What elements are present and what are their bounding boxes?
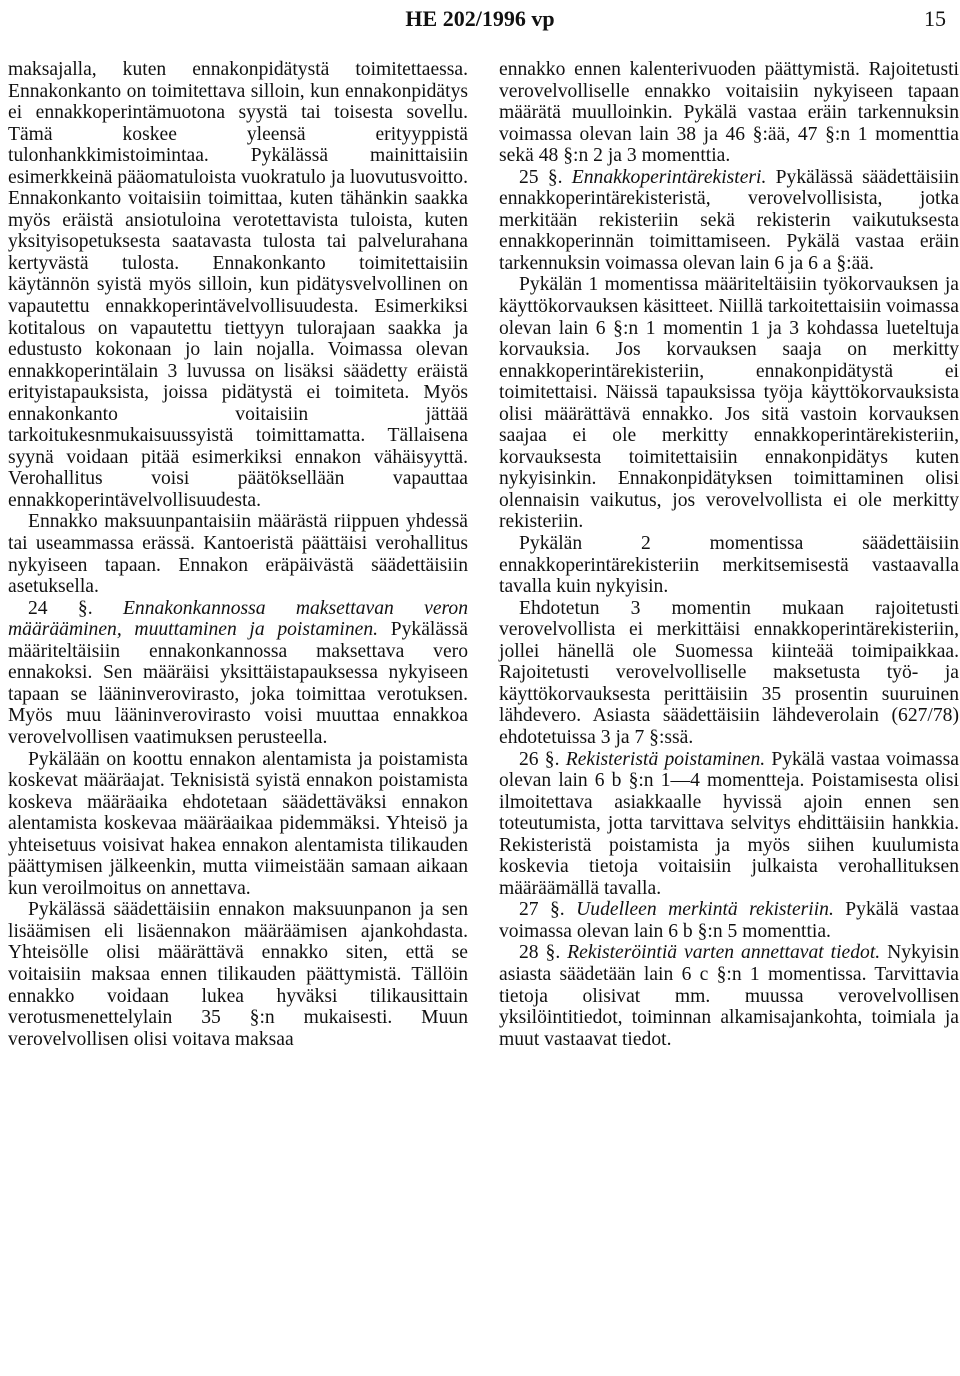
right-column xyxy=(499,59,959,1050)
section-title: Ennakkoperintärekisteri. xyxy=(571,166,767,188)
section-text: Pykälä vastaa voimassa olevan lain 6 b §:n 5 momenttia. xyxy=(499,899,959,942)
section-24 xyxy=(8,598,468,749)
page-header xyxy=(0,0,960,40)
section-25 xyxy=(499,167,959,275)
left-column xyxy=(8,59,468,1050)
section-number: 28 §. xyxy=(519,942,561,964)
section-28 xyxy=(499,942,959,1050)
section-text: Pykälässä säädettäisiin ennakkoperintärekisteristä, verovelvollisista, jotka merkitään rekisteriin sekä rekisterin vaikutuksesta ennakkoperinnän toimittamiseen. Pykälä vastaa eräin tarkennuksin voimassa olevan lain 6 ja 6 a §:ää. xyxy=(499,166,959,274)
paragraph: ennakko ennen kalenterivuoden päättymistä. Rajoitetusti verovelvolliselle ennakko voitaisiin nykyiseen tapaan määrätä muulloinkin. Pykälä vastaa eräin tarkennuksin voimassa olevan lain 38 ja 46 §:ää, 47 §:n 1 momenttia sekä 48 §:n 2 ja 3 momenttia. xyxy=(499,59,959,167)
paragraph: Ennakko maksuunpantaisiin määrästä riippuen yhdessä tai useammassa erässä. Kantoeristä päättäisi verohallitus nykyiseen tapaan. Ennakon eräpäivästä säädettäisiin asetuksella. xyxy=(8,511,468,598)
paragraph: Ehdotetun 3 momentin mukaan rajoitetusti verovelvollista ei merkittäisi ennakkoperintärekisteriin, jollei hänellä ole Suomessa kiinteää toimipaikkaa. Rajoitetusti verovelvolliselle maksetusta työ- ja käyttökorvauksesta perittäisiin 35 prosentin suuruinen lähdevero. Asiasta säädettäisiin lähdeverolain (627/78) ehdotetuissa 3 ja 7 §:ssä. xyxy=(499,597,959,748)
document-identifier: HE 202/1996 vp xyxy=(405,6,555,31)
section-text: Pykälässä määriteltäisiin ennakonkannossa maksettava vero ennakoksi. Sen määräisi yksittäistapauksessa nykyiseen tapaan se lääninverovirasto, joka toimittaa verotuksen. Myös muu lääninverovirasto voisi muuttaa ennakkoa verovelvollisen vaatimuksen perusteella. xyxy=(8,619,468,748)
section-title: Uudelleen merkintä rekisteriin. xyxy=(576,899,834,921)
paragraph: Pykälään on koottu ennakon alentamista ja poistamista koskevat määräajat. Teknisistä syistä ennakon poistamista koskeva määräaika ehdotetaan säädettäväksi ennakon alentamista koskevaa määräaikaa pidemmäksi. Yhteisö ja yhteisetuus voisivat hakea ennakon alentamista tilikauden päättymisen jälkeenkin, mutta viimeistään samaan aikaan kun veroilmoitus on annettava. xyxy=(8,748,468,899)
paragraph: Pykälän 1 momentissa määriteltäisiin työkorvauksen ja käyttökorvauksen käsitteet. Niillä tarkoitettaisiin voimassa olevan lain 6 §:n 1 momentin 1 ja 3 kohdassa lueteltuja korvauksia. Jos korvauksen saaja on merkitty ennakkoperintärekisteriin, ennakonpidätystä ei toimitettaisi. Näissä tapauksissa työja käyttökorvauksista olisi määrättävä ennakko. Jos sitä vastoin korvauksen saajaa ei ole merkitty ennakkoperintärekisteriin, korvauksesta toimitettaisiin ennakonpidätys kuten nykyisinkin. Ennakonpidätyksen toimittaminen olisi olennaisin vaikutus, jos verovelvollista ei ole merkitty rekisteriin. xyxy=(499,274,959,533)
section-text: Pykälä vastaa voimassa olevan lain 6 b §:n 1—4 momentteja. Poistamisesta olisi ilmoitettava asiakkaalle hyvissä ajoin ennen sen toteutumista, jotta tarvittava selvitys ehdittäisiin hankkia. Rekisteristä poistamista ja myös siihen kuulumista koskevia tietoja voitaisiin julkaista verohallituksen määräämällä tavalla. xyxy=(499,748,959,899)
section-number: 24 §. xyxy=(28,597,93,619)
section-number: 25 §. xyxy=(519,166,563,188)
section-title: Rekisteristä poistaminen. xyxy=(565,748,766,770)
section-27 xyxy=(499,899,959,942)
paragraph: Pykälän 2 momentissa säädettäisiin ennakkoperintärekisteriin merkitsemisestä vastaavalla tavalla kuin nykyisin. xyxy=(499,533,959,598)
page-number: 15 xyxy=(924,6,946,31)
paragraph: Pykälässä säädettäisiin ennakon maksuunpanon ja sen lisäämisen eli lisäennakon määräämisen ajankohdasta. Yhteisölle olisi määrättävä ennakko siten, että se voitaisiin maksaa ennen tilikauden päättymistä. Tällöin ennakko voidaan lukea hyväksi tilikausittain verotusmenettelylain 35 §:n mukaisesti. Muun verovelvollisen olisi voitava maksaa xyxy=(8,899,468,1050)
section-number: 27 §. xyxy=(519,899,565,921)
section-title: Ennakonkannossa maksettavan veron määrääminen, muuttaminen ja poistaminen. xyxy=(8,597,469,641)
paragraph: maksajalla, kuten ennakonpidätystä toimitettaessa. Ennakonkanto on toimitettava silloin, kun ennakonpidätys ei ennakkoperintämuotona syystä tai toisesta sovellu. Tämä koskee yleensä erityyppistä tulonhankkimistoimintaa. Pykälässä mainittaisiin esimerkkeinä pääomatuloista vuokratulo ja luovutusvoitto. Ennakonkanto voitaisiin toimittaa, kuten tähänkin saakka myös eräistä ansiotuloina verotettavista tuloista, kuten yksityisopetuksesta saatavasta tulosta tai palvelurahana kertyvästä tulosta. Ennakonkanto toimitettaisiin käytännön syistä myös silloin, kun pidätysvelvollinen on vapautettu ennakkoperintävelvollisuudesta. Esimerkiksi kotitalous on vapautettu tiettyyn tulorajaan saakka ja edustusto kokonaan jo lain nojalla. Voimassa olevan ennakkoperintälain 3 luvussa on lisäksi säädetty eräistä erityistapauksista, joissa pidätystä ei toimiteta. Myös ennakonkanto voitaisiin jättää tarkoitukesnmukaisuussyistä toimittamatta. Tällaisena syynä voidaan pitää esimerkiksi ennakon vähäisyyttä. Verohallitus voisi päätöksellään vapauttaa ennakkoperintävelvollisuudesta. xyxy=(8,59,468,511)
section-text: Nykyisin asiasta säädetään lain 6 c §:n 1 momentissa. Tarvittavia tietoja olisivat mm. muussa verovelvollisen yksilöintitiedot, toiminnan alkamisajankohta, toimiala ja muut vastaavat tiedot. xyxy=(499,942,959,1050)
section-26 xyxy=(499,749,959,900)
section-title: Rekisteröintiä varten annettavat tiedot. xyxy=(567,942,881,964)
section-number: 26 §. xyxy=(519,748,560,770)
